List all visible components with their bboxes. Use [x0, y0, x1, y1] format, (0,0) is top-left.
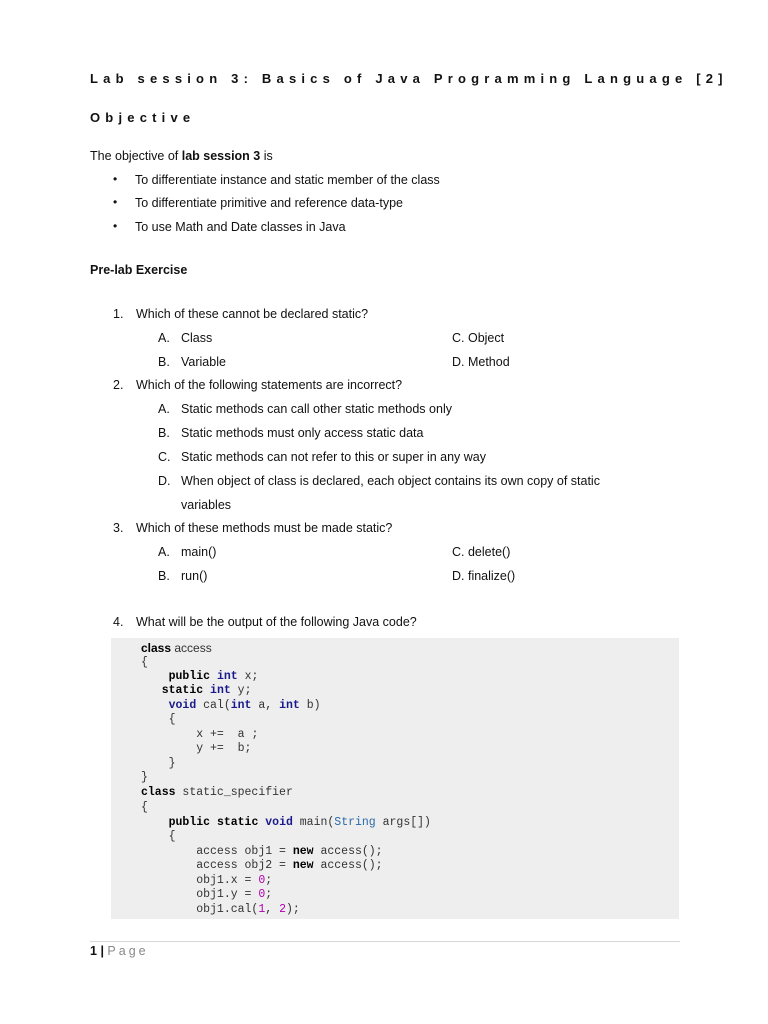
code-line: access obj1 = new access();	[196, 845, 383, 858]
code-line: class static_specifier	[141, 786, 293, 799]
lab-title: Lab session 3: Basics of Java Programming Language [2]	[90, 71, 728, 86]
question-text: Which of these cannot be declared static?	[136, 307, 369, 321]
page-footer	[90, 944, 149, 958]
objective-bullet: To differentiate primitive and reference data-type	[135, 196, 403, 210]
page-label: Page	[107, 944, 149, 958]
code-line: }	[168, 757, 176, 770]
code-line: obj1.cal(1, 2);	[196, 903, 300, 916]
option-text: main()	[181, 545, 217, 559]
option-letter: D.	[158, 474, 171, 488]
code-line: obj1.y = 0;	[196, 888, 273, 901]
option-text: Variable	[181, 355, 226, 369]
code-line: public static void main(String args[])	[168, 816, 431, 829]
objective-intro	[90, 148, 273, 164]
option-letter: B.	[158, 426, 170, 440]
intro-prefix: The objective of	[90, 149, 179, 163]
code-line: x += a ;	[196, 728, 259, 741]
question-text: Which of these methods must be made static?	[136, 521, 393, 535]
page-number: 1	[90, 944, 97, 958]
code-line: {	[168, 713, 176, 726]
option-text: Static methods can not refer to this or super in any way	[181, 450, 487, 464]
question-text: Which of the following statements are incorrect?	[136, 378, 403, 392]
code-line: {	[168, 830, 176, 843]
code-line: public int x;	[168, 670, 259, 683]
question-number: 2.	[113, 378, 124, 392]
code-line: {	[141, 656, 148, 669]
option-text: Static methods must only access static data	[181, 426, 424, 440]
option-letter: B.	[158, 355, 170, 369]
option-text: D. Method	[452, 355, 510, 369]
question-number: 3.	[113, 521, 124, 535]
option-letter: A.	[158, 402, 170, 416]
bullet-icon: •	[113, 172, 118, 186]
code-line: {	[141, 801, 148, 814]
question-number: 4.	[113, 615, 124, 629]
option-text: D. finalize()	[452, 569, 516, 583]
option-text: Class	[181, 331, 213, 345]
code-line: static int y;	[161, 684, 252, 697]
option-text: run()	[181, 569, 208, 583]
code-line: class access	[141, 641, 212, 655]
code-block	[111, 638, 679, 919]
option-text: When object of class is declared, each object contains its own copy of static	[181, 474, 600, 488]
bullet-icon: •	[113, 219, 118, 233]
option-text: C. Object	[452, 331, 505, 345]
option-text-continued: variables	[181, 498, 232, 512]
code-line: }	[141, 771, 148, 784]
code-line: obj1.x = 0;	[196, 874, 273, 887]
option-text: C. delete()	[452, 545, 511, 559]
code-line: access obj2 = new access();	[196, 859, 383, 872]
objective-bullet: To use Math and Date classes in Java	[135, 220, 346, 234]
option-letter: A.	[158, 545, 170, 559]
objective-heading: Objective	[90, 110, 196, 125]
question-text: What will be the output of the following Java code?	[136, 615, 417, 629]
bullet-icon: •	[113, 195, 118, 209]
option-letter: B.	[158, 569, 170, 583]
intro-suffix: is	[263, 149, 273, 163]
question-number: 1.	[113, 307, 124, 321]
intro-bold: lab session 3	[181, 149, 261, 163]
footer-separator: |	[100, 944, 104, 958]
code-line: void cal(int a, int b)	[168, 699, 321, 712]
code-line: y += b;	[196, 742, 252, 755]
footer-divider	[90, 941, 680, 942]
option-text: Static methods can call other static methods only	[181, 402, 452, 416]
objective-bullet: To differentiate instance and static member of the class	[135, 173, 440, 187]
option-letter: A.	[158, 331, 170, 345]
option-letter: C.	[158, 450, 171, 464]
prelab-heading: Pre-lab Exercise	[90, 263, 188, 277]
